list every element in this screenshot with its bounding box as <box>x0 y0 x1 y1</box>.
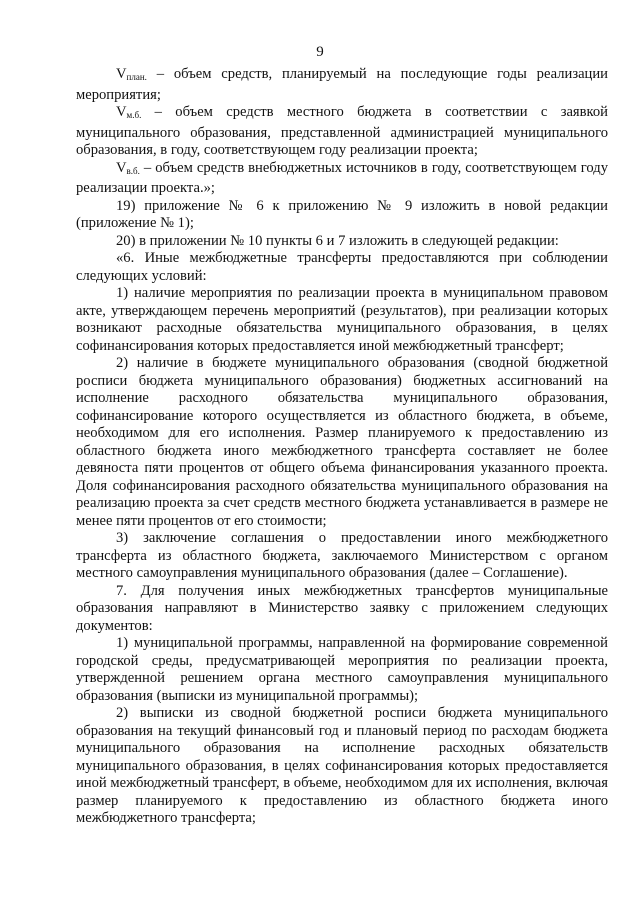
item-19: 19) приложение № 6 к приложению № 9 изложить в новой редакции (приложение № 1); <box>76 197 608 231</box>
clause-6-condition-2: 2) наличие в бюджете муниципального образования (сводной бюджетной росписи бюджета муниципального образования) бюджетных ассигнований на исполнение расходного обязательства муниципального образования, софинансирование которого осуществляется из областного бюджета, в объеме, необходимом для его исполнения. Размер планируемого к предоставлению из областного бюджета иного межбюджетного трансферта составляет не более девяноста пяти процентов от общего объема финансирования указанного проекта. Доля софинансирования расходного обязательства муниципального образования на реализацию проекта за счет средств местного бюджета устанавливается в размере не менее пяти процентов от его стоимости; <box>76 355 608 529</box>
page-number: 9 <box>316 44 324 60</box>
clause-6: «6. Иные межбюджетные трансферты предоставляются при соблюдении следующих условий: <box>76 250 608 284</box>
clause-6-condition-1: 1) наличие мероприятия по реализации проекта в муниципальном правовом акте, утверждающем перечень мероприятий (результатов), при реализации которых возникают расходные обязательства муниципального образования, в целях софинансирования которых предоставляется иной межбюджетный трансферт; <box>76 285 608 354</box>
clause-6-condition-3: 3) заключение соглашения о предоставлении иного межбюджетного трансферта из областного бюджета, заключаемого Министерством с органом местного самоуправления муниципального образования (далее – Соглашение). <box>76 530 608 581</box>
clause-7-document-2: 2) выписки из сводной бюджетной росписи бюджета муниципального образования на текущий финансовый год и плановый период по расходам бюджета муниципального образования на исполнение расходных обязательств муниципального образования, в целях софинансирования которых предоставляется иной межбюджетный трансферт, в объеме, необходимом для их исполнения, включая размер планируемого к предоставлению из областного бюджета иного межбюджетного трансферта; <box>76 705 608 826</box>
definition-v-vb: $V_{в.б.}$ – объем средств внебюджетных источников в году, соответствующем году реализации проекта.»; <box>76 159 608 196</box>
clause-7: 7. Для получения иных межбюджетных трансфертов муниципальные образования направляют в Министерство заявку с приложением следующих документов: <box>76 582 608 634</box>
definition-v-mb: $V_{м.б.}$ – объем средств местного бюджета в соответствии с заявкой муниципального образования, представленной администрацией муниципального образования, в году, соответствующем году реализации проекта; <box>76 104 608 158</box>
item-20: 20) в приложении № 10 пункты 6 и 7 изложить в следующей редакции: <box>116 232 559 249</box>
document-body <box>76 66 608 828</box>
clause-7-document-1: 1) муниципальной программы, направленной на формирование современной городской среды, предусматривающей мероприятия по реализации проекта, утвержденной решением органа местного самоуправления муниципального образования (выписки из муниципальной программы); <box>76 635 608 704</box>
definition-v-plan: $V_{план.}$ – объем средств, планируемый на последующие годы реализации мероприятия; <box>76 66 608 103</box>
